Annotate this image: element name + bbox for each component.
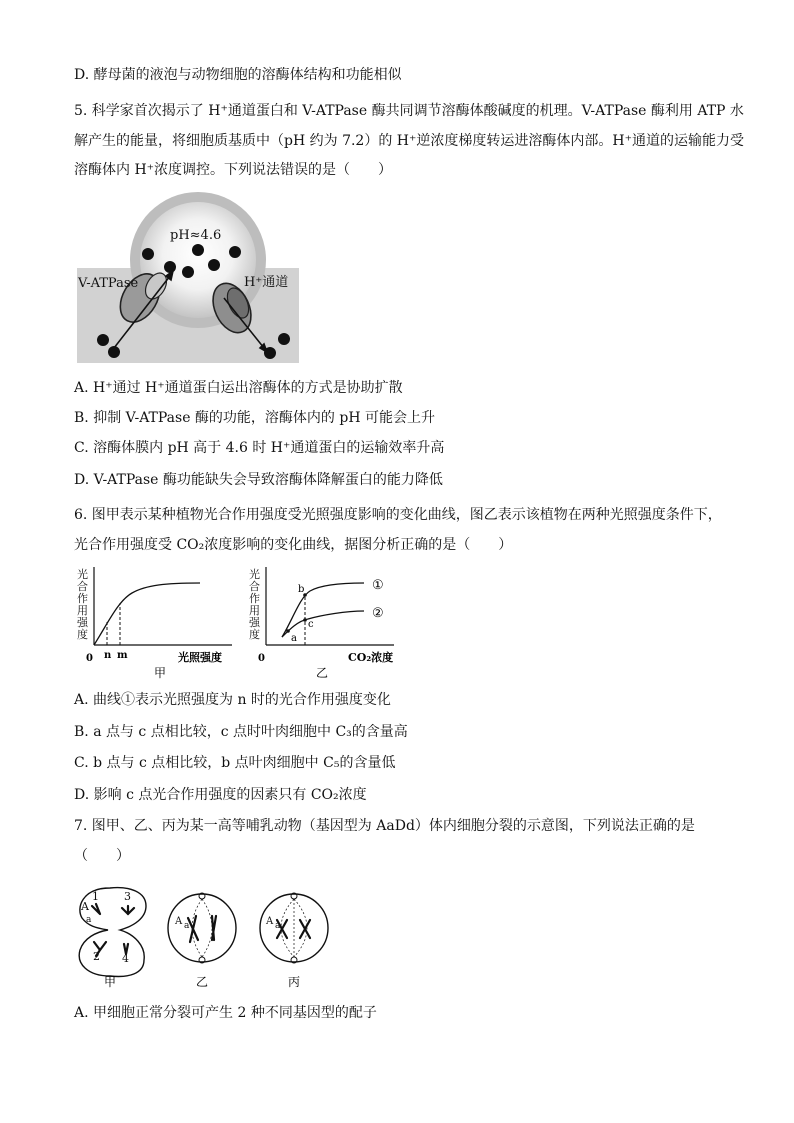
spindle-fibers bbox=[192, 899, 212, 957]
q6-option-d: D. 影响 c 点光合作用强度的因素只有 CO₂浓度 bbox=[74, 787, 367, 803]
x-axis-label: CO₂浓度 bbox=[348, 651, 394, 664]
ylabel-char: 度 bbox=[77, 628, 88, 641]
point-a-marker bbox=[286, 629, 290, 633]
q5-option-a: A. H⁺通过 H⁺通道蛋白运出溶酶体的方式是协助扩散 bbox=[74, 380, 403, 396]
q5-option-b: B. 抑制 V-ATPase 酶的功能，溶酶体内的 pH 可能会上升 bbox=[74, 410, 436, 426]
origin-label: 0 bbox=[258, 653, 265, 664]
graph-yi bbox=[246, 565, 406, 683]
point-a-label: a bbox=[291, 633, 297, 644]
h-channel-label: H⁺通道 bbox=[244, 275, 289, 290]
q5-option-c: C. 溶酶体膜内 pH 高于 4.6 时 H⁺通道蛋白的运输效率升高 bbox=[74, 440, 445, 456]
chromosomes bbox=[92, 904, 134, 956]
graph-caption: 甲 bbox=[154, 666, 167, 680]
ylabel-char: 强 bbox=[77, 616, 88, 629]
q6-stem-line-1: 6. 图甲表示某种植物光合作用强度受光照强度影响的变化曲线，图乙表示该植物在两种光照强度条件下， bbox=[74, 507, 722, 523]
gene-label: a bbox=[86, 915, 92, 925]
cell-bing bbox=[260, 893, 328, 989]
q7-stem-line-2: （ ） bbox=[74, 848, 130, 864]
ylabel-char: 用 bbox=[249, 604, 260, 617]
point-c-label: c bbox=[308, 619, 314, 630]
ph-label: pH≈4.6 bbox=[170, 228, 222, 243]
point-b-label: b bbox=[298, 584, 305, 595]
cell-membrane bbox=[168, 894, 236, 962]
cell-caption: 丙 bbox=[288, 975, 301, 989]
curve-1 bbox=[282, 583, 364, 637]
origin-label: 0 bbox=[86, 653, 93, 664]
ylabel-char: 合 bbox=[249, 580, 260, 593]
gene-label: A bbox=[266, 916, 274, 927]
ylabel-char: 用 bbox=[77, 604, 88, 617]
point-c-marker bbox=[303, 618, 307, 622]
q7-option-a: A. 甲细胞正常分裂可产生 2 种不同基因型的配子 bbox=[74, 1005, 377, 1021]
q6-option-b: B. a 点与 c 点相比较，c 点时叶肉细胞中 C₃的含量高 bbox=[74, 724, 408, 740]
cell-jia bbox=[79, 888, 146, 989]
cell-division-figure bbox=[74, 880, 344, 990]
light-response-curve bbox=[94, 583, 200, 645]
x-axis-label: 光照强度 bbox=[178, 651, 222, 664]
cell-yi bbox=[168, 893, 236, 989]
ylabel-char: 强 bbox=[249, 616, 260, 629]
v-atpase-label: V-ATPase bbox=[78, 276, 139, 291]
chromosome-number: 2 bbox=[93, 950, 100, 963]
gene-label: A bbox=[175, 916, 183, 927]
q5-stem-line-1: 5. 科学家首次揭示了 H⁺通道蛋白和 V-ATPase 酶共同调节溶酶体酸碱度的机理。V-ATPase 酶利用 ATP 水 bbox=[74, 103, 744, 119]
ylabel-char: 光 bbox=[77, 568, 88, 581]
graph-caption: 乙 bbox=[316, 666, 329, 680]
chromosome-number: 3 bbox=[124, 890, 131, 903]
cell-caption: 乙 bbox=[196, 975, 209, 989]
spindle-fibers bbox=[281, 899, 307, 957]
ylabel-char: 度 bbox=[249, 628, 260, 641]
chromosome-number: 4 bbox=[122, 952, 129, 965]
curve-2-label: ② bbox=[372, 606, 384, 621]
chromosomes bbox=[277, 920, 310, 938]
q5-stem-line-2: 解产生的能量，将细胞质基质中（pH 约为 7.2）的 H⁺逆浓度梯度转运进溶酶体内部。H⁺通道的运输能力受 bbox=[74, 133, 744, 149]
ylabel-char: 光 bbox=[249, 568, 260, 581]
q6-option-c: C. b 点与 c 点相比较，b 点叶肉细胞中 C₅的含量低 bbox=[74, 755, 396, 771]
ylabel-char: 作 bbox=[77, 592, 88, 605]
q6-stem-line-2: 光合作用强度受 CO₂浓度影响的变化曲线，据图分析正确的是（ ） bbox=[74, 537, 513, 553]
gene-label: a bbox=[184, 921, 190, 931]
chromosome-number: 1 bbox=[92, 890, 99, 903]
graph-jia bbox=[74, 565, 244, 683]
ylabel-char: 合 bbox=[77, 580, 88, 593]
q5-option-d: D. V-ATPase 酶功能缺失会导致溶酶体降解蛋白的能力降低 bbox=[74, 472, 443, 488]
gene-label: a bbox=[275, 921, 281, 931]
ylabel-char: 作 bbox=[249, 592, 260, 605]
tick-n: n bbox=[104, 650, 112, 661]
q5-stem-line-3: 溶酶体内 H⁺浓度调控。下列说法错误的是（ ） bbox=[74, 162, 393, 178]
q6-option-a: A. 曲线①表示光照强度为 n 时的光合作用强度变化 bbox=[74, 692, 391, 708]
q7-stem-line-1: 7. 图甲、乙、丙为某一高等哺乳动物（基因型为 AaDd）体内细胞分裂的示意图，下列说法正确的是 bbox=[74, 818, 695, 834]
tick-m: m bbox=[117, 650, 128, 661]
lysosome-figure bbox=[74, 190, 302, 365]
curve-1-label: ① bbox=[372, 578, 384, 593]
q4-option-d: D. 酵母菌的液泡与动物细胞的溶酶体结构和功能相似 bbox=[74, 67, 402, 83]
cell-caption: 甲 bbox=[104, 975, 117, 989]
cell-membrane bbox=[79, 888, 146, 977]
gene-label: A bbox=[81, 900, 89, 913]
